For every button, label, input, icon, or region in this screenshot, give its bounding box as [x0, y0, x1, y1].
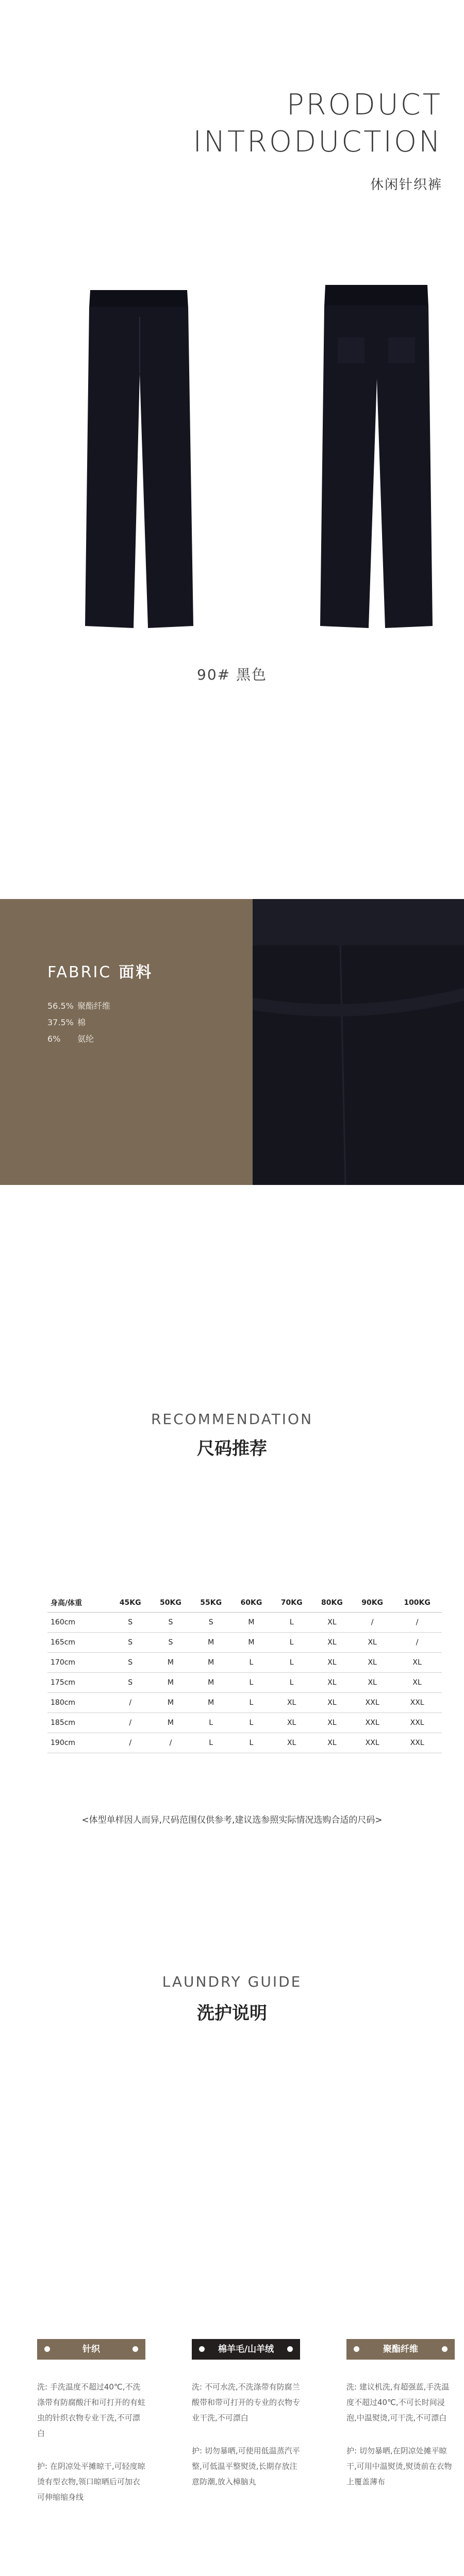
size-header-cell: 70KG — [272, 1594, 312, 1613]
size-table-cell: L — [272, 1653, 312, 1673]
size-table-cell: XXL — [392, 1693, 442, 1713]
laundry-card-label: 针织 — [82, 2344, 100, 2354]
fabric-composition-row: 56.5% 聚酯纤维 — [47, 1001, 111, 1011]
fabric-composition-row: 6% 氨纶 — [47, 1034, 94, 1044]
size-table-cell: XL — [272, 1693, 312, 1713]
care-instructions: 护: 切勿暴晒,在阴凉处摊平晾干,可用中温熨烫,熨烫前在衣物上覆盖薄布 — [346, 2446, 452, 2486]
size-table-cell: S — [151, 1633, 191, 1653]
laundry-card — [192, 2339, 300, 2489]
laundry-heading-cn: 洗护说明 — [197, 2003, 267, 2024]
size-table-cell: / — [392, 1613, 442, 1633]
size-table-cell: 170cm — [47, 1653, 110, 1673]
size-header-cell: 50KG — [151, 1594, 191, 1613]
fabric-heading: FABRIC 面料 — [47, 963, 153, 981]
size-table-cell: / — [110, 1693, 151, 1713]
size-table-row — [47, 1633, 442, 1653]
size-table-cell: S — [151, 1613, 191, 1633]
size-table-cell: L — [231, 1693, 271, 1713]
recommendation-heading-cn: 尺码推荐 — [197, 1438, 267, 1459]
size-table-cell: XXL — [352, 1713, 392, 1733]
laundry-card-tag — [37, 2339, 145, 2360]
size-header-cell: 55KG — [191, 1594, 231, 1613]
laundry-card — [37, 2339, 145, 2505]
size-table-cell: L — [272, 1633, 312, 1653]
dot-icon — [44, 2346, 50, 2352]
size-table-cell: XL — [272, 1713, 312, 1733]
size-table-cell: XL — [312, 1613, 352, 1633]
size-table-cell: XL — [352, 1673, 392, 1693]
laundry-card-tag — [192, 2339, 300, 2360]
size-table-cell: XL — [312, 1713, 352, 1733]
size-table-cell: / — [392, 1633, 442, 1653]
size-table-cell: S — [191, 1613, 231, 1633]
size-table-cell: M — [151, 1693, 191, 1713]
size-table-cell: M — [151, 1713, 191, 1733]
size-header-cell: 60KG — [231, 1594, 271, 1613]
size-table-cell: / — [110, 1713, 151, 1733]
dot-icon — [132, 2346, 138, 2352]
size-table-header — [47, 1594, 442, 1613]
size-header-cell: 80KG — [312, 1594, 352, 1613]
dot-icon — [442, 2346, 448, 2352]
size-table-cell: S — [110, 1633, 151, 1653]
size-table-cell: XXL — [392, 1713, 442, 1733]
wash-instructions: 洗: 不可水洗,不洗涤带有防腐兰酸带和带可打开的专业的衣物专业干洗,不可漂白 — [192, 2382, 301, 2422]
care-instructions: 护: 在阴凉处平摊晾干,可轻度晾烫有型衣物,领口晾晒后可加衣可伸缩缩身线 — [37, 2462, 145, 2502]
size-header-cell: 90KG — [352, 1594, 392, 1613]
size-table-cell: 160cm — [47, 1613, 110, 1633]
fabric-panel — [0, 899, 253, 1185]
size-table-cell: XL — [312, 1693, 352, 1713]
laundry-card-label: 聚酯纤维 — [383, 2344, 418, 2354]
wash-instructions: 洗: 手洗温度不超过40℃,不洗涤带有防腐酸汗和可打开的有蛀虫的针织衣物专业干洗,不可漂白 — [37, 2382, 146, 2438]
page-title-line2: INTRODUCTION — [193, 125, 442, 159]
dot-icon — [354, 2346, 359, 2352]
size-table-row — [47, 1673, 442, 1693]
size-disclaimer: <体型单样因人而异,尺码范围仅供参考,建议选参照实际情况选购合适的尺码> — [81, 1815, 383, 1825]
size-table-cell: S — [110, 1653, 151, 1673]
dot-icon — [199, 2346, 205, 2352]
size-table-row — [47, 1653, 442, 1673]
size-table-cell: XL — [312, 1733, 352, 1753]
size-table-cell: XXL — [352, 1733, 392, 1753]
size-table-cell: M — [231, 1613, 271, 1633]
size-table-cell: L — [191, 1713, 231, 1733]
size-table-row — [47, 1613, 442, 1633]
size-table-cell: XL — [352, 1653, 392, 1673]
size-table-cell: S — [110, 1613, 151, 1633]
page-subtitle: 休闲针织裤 — [370, 177, 442, 193]
laundry-card-tag — [346, 2339, 455, 2360]
size-table-cell: M — [191, 1673, 231, 1693]
size-table-cell: M — [231, 1633, 271, 1653]
size-table-cell: 180cm — [47, 1693, 110, 1713]
care-instructions: 护: 切勿暴晒,可使用低温蒸汽平整,可低温平整熨烫,长期存放注意防潮,放入樟脑丸 — [192, 2446, 300, 2486]
size-header-cell: 45KG — [110, 1594, 151, 1613]
pants-back-image — [307, 281, 446, 636]
size-table-cell: M — [151, 1653, 191, 1673]
size-table-cell: XXL — [392, 1733, 442, 1753]
size-table-cell: 165cm — [47, 1633, 110, 1653]
size-table-cell: L — [231, 1673, 271, 1693]
size-table-cell: M — [191, 1653, 231, 1673]
size-table-cell: 175cm — [47, 1673, 110, 1693]
size-table-cell: S — [110, 1673, 151, 1693]
product-color-caption: 90# 黑色 — [197, 666, 267, 683]
pants-front-image — [70, 286, 209, 636]
size-table-cell: L — [231, 1733, 271, 1753]
size-table-cell: M — [191, 1693, 231, 1713]
fabric-composition-row: 37.5% 棉 — [47, 1018, 86, 1027]
size-table-cell: L — [231, 1713, 271, 1733]
size-table-cell: XL — [312, 1653, 352, 1673]
size-table-cell: L — [191, 1733, 231, 1753]
laundry-heading-en: LAUNDRY GUIDE — [162, 1973, 302, 1990]
recommendation-heading-en: RECOMMENDATION — [151, 1411, 313, 1428]
size-table-row — [47, 1713, 442, 1733]
size-table-row — [47, 1733, 442, 1753]
size-table-cell: / — [352, 1613, 392, 1633]
size-table-cell: XL — [312, 1673, 352, 1693]
size-table-cell: / — [110, 1733, 151, 1753]
size-header-cell: 100KG — [392, 1594, 442, 1613]
size-table-cell: XXL — [352, 1693, 392, 1713]
page-title-line1: PRODUCT — [286, 88, 442, 122]
fabric-closeup-image — [253, 899, 464, 1185]
size-table-cell: M — [191, 1633, 231, 1653]
size-table-cell: 185cm — [47, 1713, 110, 1733]
size-table — [47, 1594, 442, 1753]
size-table-cell: XL — [272, 1733, 312, 1753]
size-header-cell: 身高/体重 — [47, 1594, 110, 1613]
laundry-card-label: 棉羊毛/山羊绒 — [218, 2344, 274, 2354]
size-table-cell: L — [272, 1673, 312, 1693]
size-table-cell: XL — [352, 1633, 392, 1653]
size-table-cell: / — [151, 1733, 191, 1753]
size-table-cell: L — [272, 1613, 312, 1633]
size-table-cell: XL — [392, 1653, 442, 1673]
size-table-cell: L — [231, 1653, 271, 1673]
size-table-cell: XL — [392, 1673, 442, 1693]
wash-instructions: 洗: 建议机洗,有超强蓝,手洗温度不超过40℃,不可长时间浸泡,中温熨烫,可干洗,不可漂白 — [346, 2382, 450, 2422]
laundry-card — [346, 2339, 455, 2489]
size-table-cell: XL — [312, 1633, 352, 1653]
dot-icon — [287, 2346, 293, 2352]
size-table-cell: M — [151, 1673, 191, 1693]
size-table-row — [47, 1693, 442, 1713]
size-table-cell: 190cm — [47, 1733, 110, 1753]
